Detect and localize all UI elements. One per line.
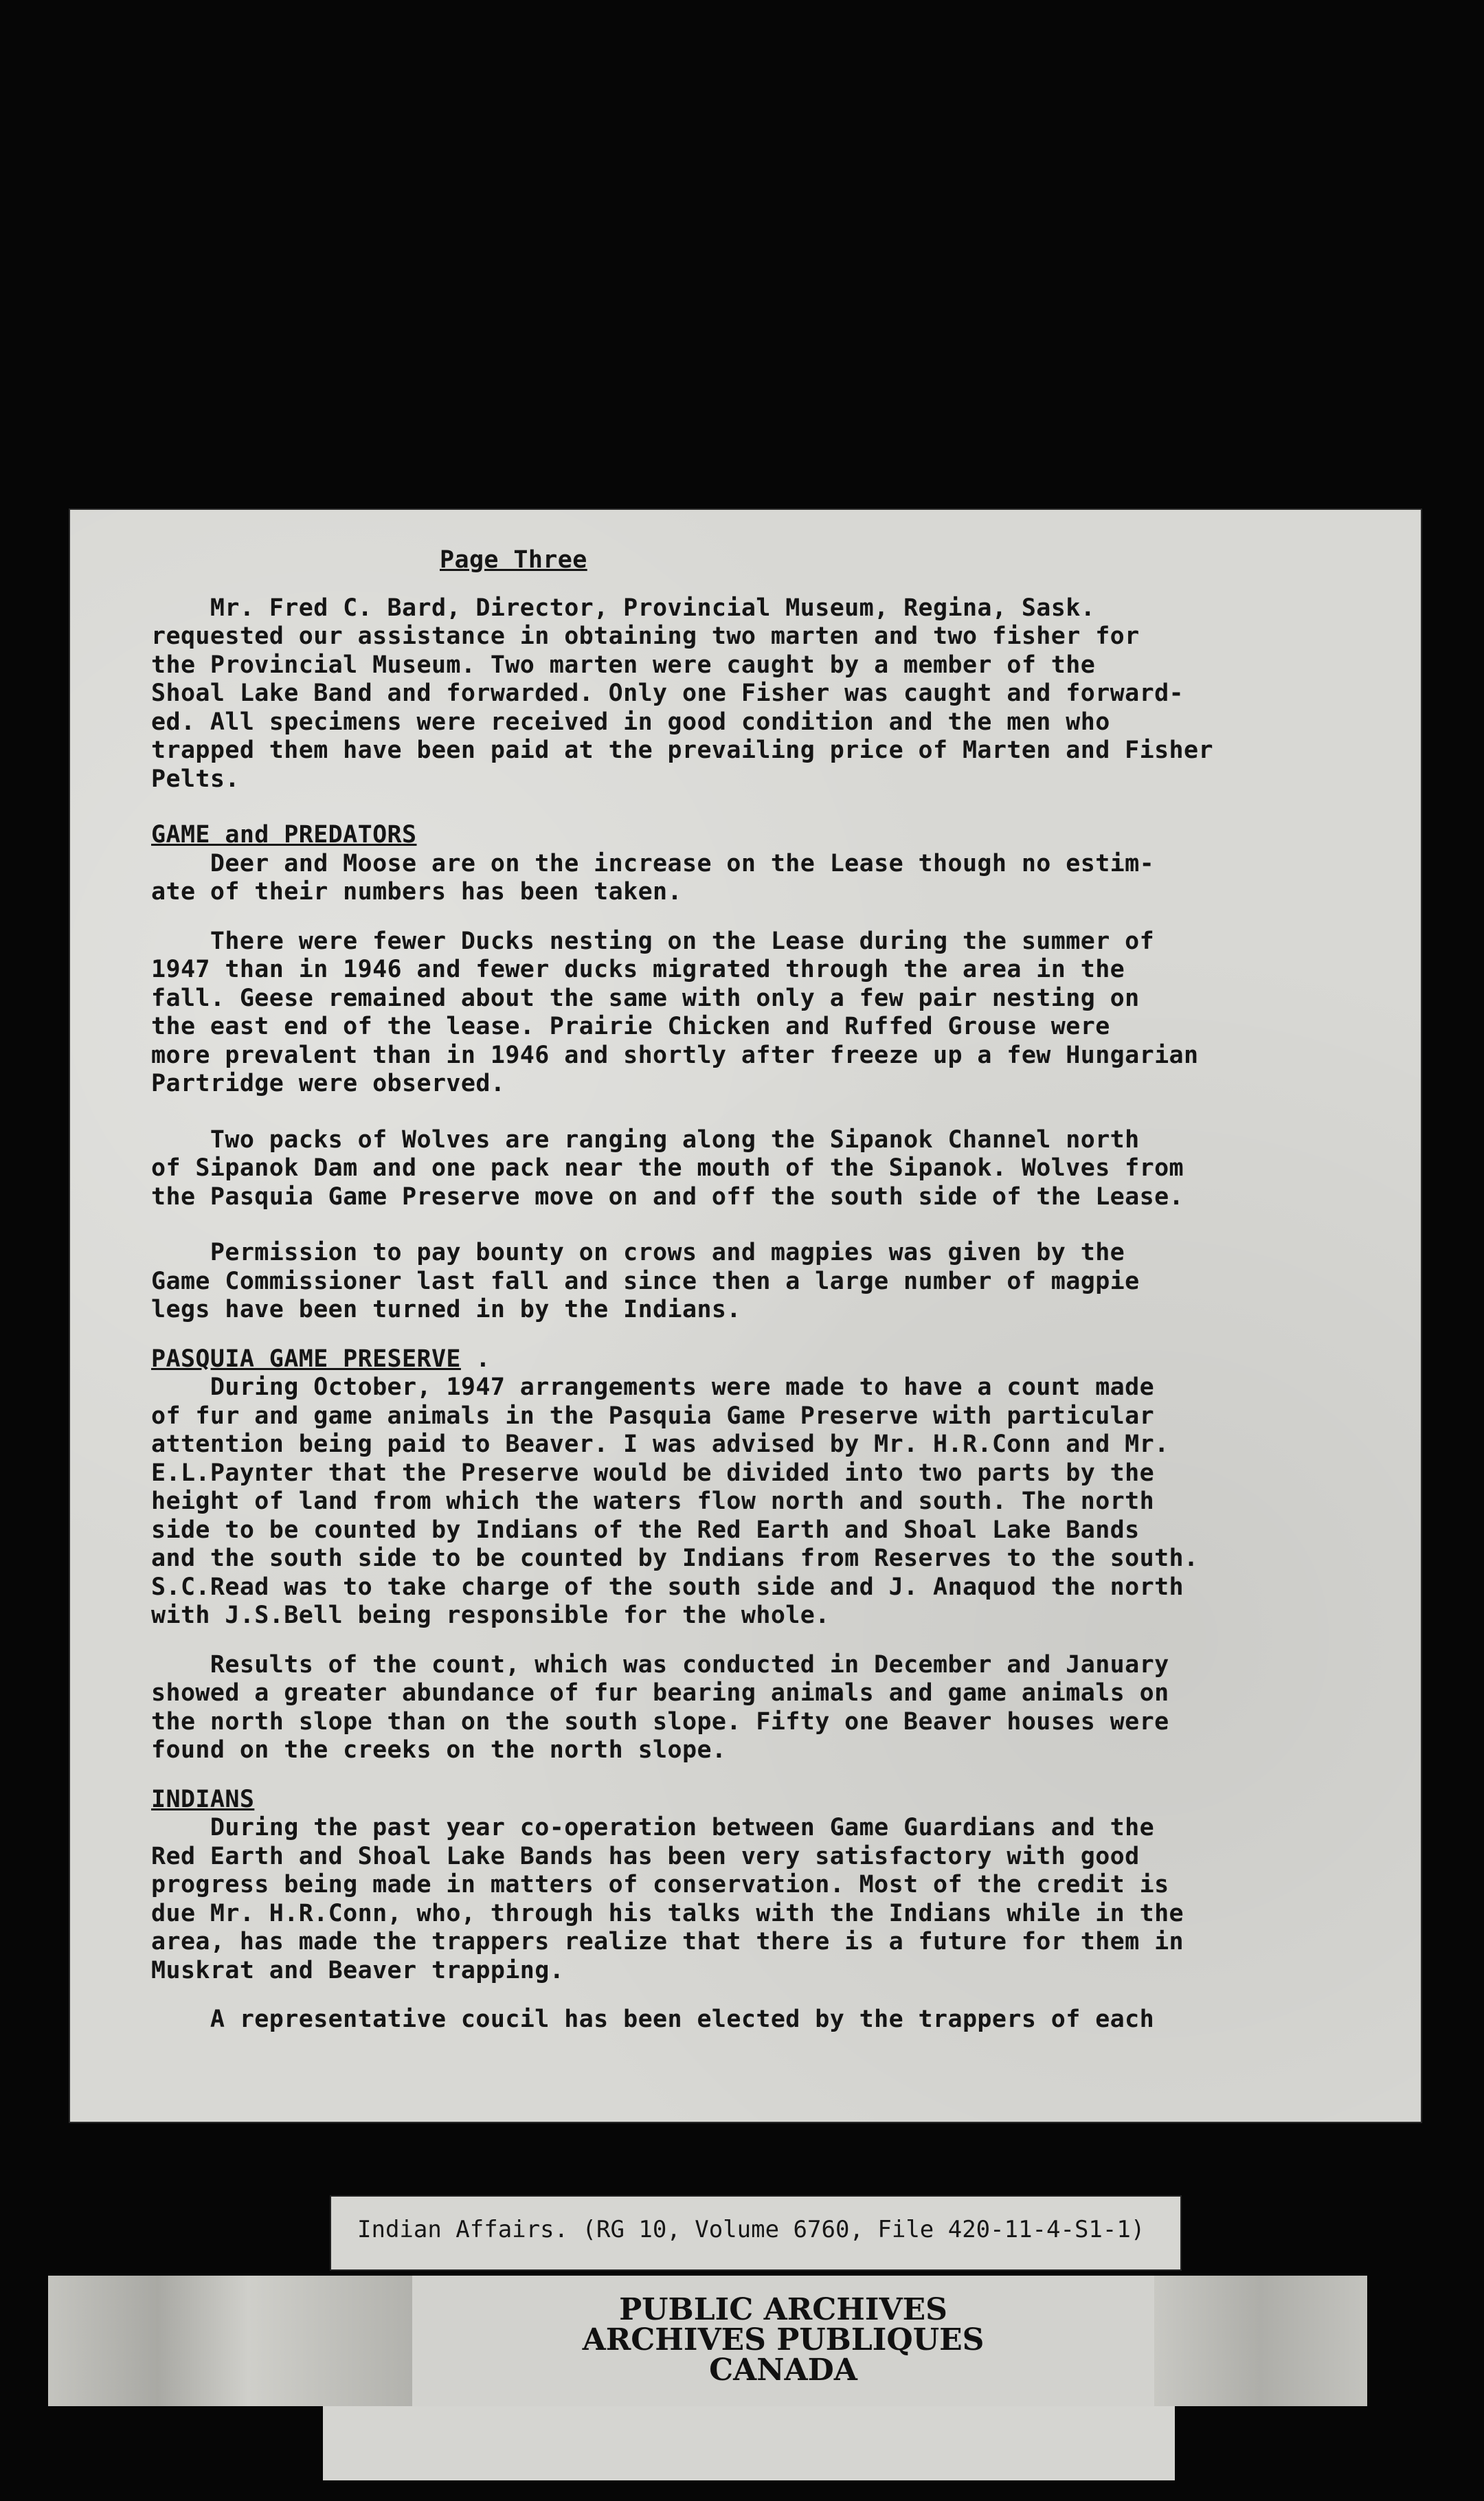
paragraph-count-results: Results of the count, which was conducted in December and January showed a greater abundance of fur bearing animals and game animals on the north slope than on the south slope. Fifty one Beaver houses were found on the creeks on the north slope. (151, 1650, 1169, 1764)
stamp-strip-right (1154, 2276, 1367, 2406)
paragraph-wolves: Two packs of Wolves are ranging along the Sipanok Channel north of Sipanok Dam and one pack near the mouth of the Sipanok. Wolves from the Pasquia Game Preserve move on and off the south side of the Lease. (151, 1125, 1184, 1211)
archive-stamp-text (412, 2292, 1154, 2388)
intro-paragraph: Mr. Fred C. Bard, Director, Provincial Museum, Regina, Sask. requested our assistance in obtaining two marten and two fisher for the Provincial Museum. Two marten were caught by a member of the Shoal Lake Band and forwarded. Only one Fisher was caught and forward- ed. All specimens were received in good condition and the men who trapped them have been paid at the prevailing price of Marten and Fisher Pelts. (151, 594, 1213, 793)
paragraph-bounty: Permission to pay bounty on crows and magpies was given by the Game Commissioner last fall and since then a large number of magpie legs have been turned in by the Indians. (151, 1239, 1140, 1323)
section-heading-indians: INDIANS (151, 1785, 255, 1813)
section-heading-pasquia: PASQUIA GAME PRESERVE (151, 1345, 461, 1373)
paragraph-ducks: There were fewer Ducks nesting on the Lease during the summer of 1947 than in 1946 and fewer ducks migrated through the area in the fall. Geese remained about the same with only a few pair nesting on the east end of the lease. Prairie Chicken and Ruffed Grouse were more prevalent than in 1946 and shortly after freeze up a few Hungarian Partridge were observed. (151, 927, 1199, 1097)
archive-stamp (412, 2276, 1154, 2406)
section-heading-pasquia-suffix: . (460, 1345, 491, 1373)
page-heading: Page Three (440, 546, 587, 574)
document-body (151, 546, 1374, 2062)
section-pasquia (151, 1345, 1374, 1630)
document-page (69, 508, 1422, 2123)
stamp-line-archives-publiques: ARCHIVES PUBLIQUES (582, 2322, 985, 2357)
paragraph-count-arrangements: During October, 1947 arrangements were made to have a count made of fur and game animals in the Pasquia Game Preserve with particular attention being paid to Beaver. I was advised by Mr. H.R.Conn and Mr. E.L.Paynter that the Preserve would be divided into two parts by the height of land from which the waters flow north and south. The north side to be counted by Indians of the Red Earth and Shoal Lake Bands and the south side to be counted by Indians from Reserves to the south. S.C.Read was to take charge of the south side and J. Anaquod the north with J.S.Bell being responsible for the whole. (151, 1373, 1199, 1629)
archive-reference-label (330, 2195, 1182, 2271)
stamp-line-canada: CANADA (709, 2353, 857, 2388)
archive-stamp-strip (48, 2276, 1367, 2406)
section-game-predators (151, 821, 1374, 907)
section-heading-row-pasquia (151, 1345, 1374, 1374)
bottom-blank-card (323, 2406, 1175, 2480)
paragraph-council: A representative coucil has been elected by the trappers of each (151, 2006, 1155, 2033)
stamp-strip-left (48, 2276, 412, 2406)
archive-reference-text: Indian Affairs. (RG 10, Volume 6760, File 420-11-4-S1-1) (357, 2216, 1145, 2243)
paragraph-cooperation: During the past year co-operation between Game Guardians and the Red Earth and Shoal Lake Bands has been very satisfactory with good progress being made in matters of conservation. Most of the credit is due Mr. H.R.Conn, who, through his talks with the Indians while in the area, has made the trappers realize that there is a future for them in Muskrat and Beaver trapping. (151, 1814, 1184, 1984)
paragraph-deer-moose: Deer and Moose are on the increase on the Lease though no estim- ate of their numbers has been taken. (151, 849, 1155, 906)
section-heading-game-predators: GAME and PREDATORS (151, 821, 417, 849)
section-indians (151, 1786, 1374, 1986)
stamp-line-public-archives: PUBLIC ARCHIVES (619, 2292, 947, 2327)
